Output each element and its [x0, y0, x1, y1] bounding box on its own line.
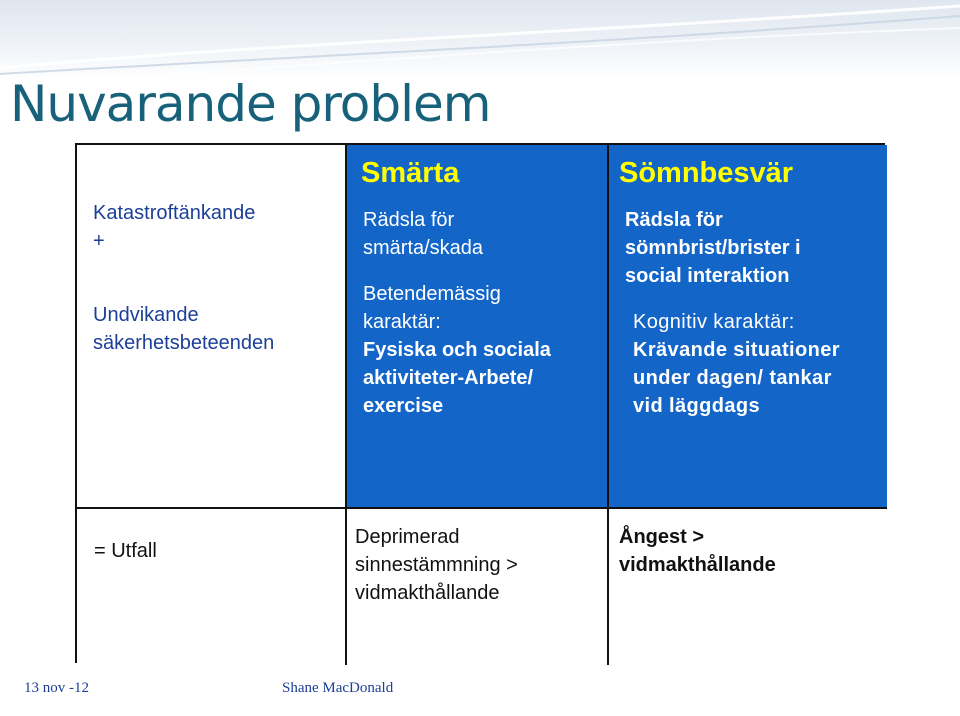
- sleep-fear-line-2: sömnbrist/brister i: [625, 237, 801, 259]
- slide-title: Nuvarande problem: [10, 75, 491, 133]
- sleep-outcome-line-2: vidmakthållande: [619, 554, 776, 576]
- pain-behaviour-line-3: Fysiska och sociala: [363, 339, 551, 361]
- footer-date: 13 nov -12: [24, 680, 89, 696]
- outcome-label: = Utfall: [94, 540, 157, 562]
- pain-fear-line-1: Rädsla för: [363, 209, 455, 231]
- pain-fear-line-2: smärta/skada: [363, 237, 484, 259]
- problem-table: [75, 143, 885, 663]
- pain-outcome-line-3: vidmakthållande: [355, 582, 500, 604]
- table-cell-sleep: [609, 145, 887, 509]
- table-cell-pain: [347, 145, 609, 509]
- sleep-cognitive-line-2: Krävande situationer: [633, 339, 840, 361]
- pain-outcome-line-2: sinnestämmning >: [355, 554, 518, 576]
- sleep-fear-line-1: Rädsla för: [625, 209, 723, 231]
- table-cell-outcome-label: [77, 509, 347, 665]
- pain-behaviour-line-4: aktiviteter-Arbete/: [363, 367, 534, 389]
- sleep-cognitive-line-4: vid läggdags: [633, 395, 761, 417]
- safety-behaviour-label: säkerhetsbeteenden: [93, 332, 275, 354]
- pain-behaviour-line-2: karaktär:: [363, 311, 441, 333]
- sleep-cognitive-line-1: Kognitiv karaktär:: [633, 311, 795, 333]
- header-decoration: [0, 0, 960, 80]
- pain-behaviour-line-5: exercise: [363, 395, 444, 417]
- table-cell-left-header: [77, 145, 347, 509]
- table-cell-sleep-outcome: [609, 509, 887, 665]
- avoidance-label: Undvikande: [93, 304, 199, 326]
- plus-label: +: [93, 230, 105, 252]
- table-cell-pain-outcome: [347, 509, 609, 665]
- pain-outcome-line-1: Deprimerad: [355, 526, 460, 548]
- sleep-fear-line-3: social interaktion: [625, 265, 790, 287]
- pain-heading: Smärta: [361, 157, 460, 189]
- sleep-heading: Sömnbesvär: [619, 157, 794, 189]
- pain-behaviour-line-1: Betendemässig: [363, 283, 501, 305]
- footer-author: Shane MacDonald: [282, 680, 394, 696]
- catastrophizing-label: Katastroftänkande: [93, 202, 256, 224]
- sleep-cognitive-line-3: under dagen/ tankar: [633, 367, 832, 389]
- sleep-outcome-line-1: Ångest >: [619, 526, 705, 548]
